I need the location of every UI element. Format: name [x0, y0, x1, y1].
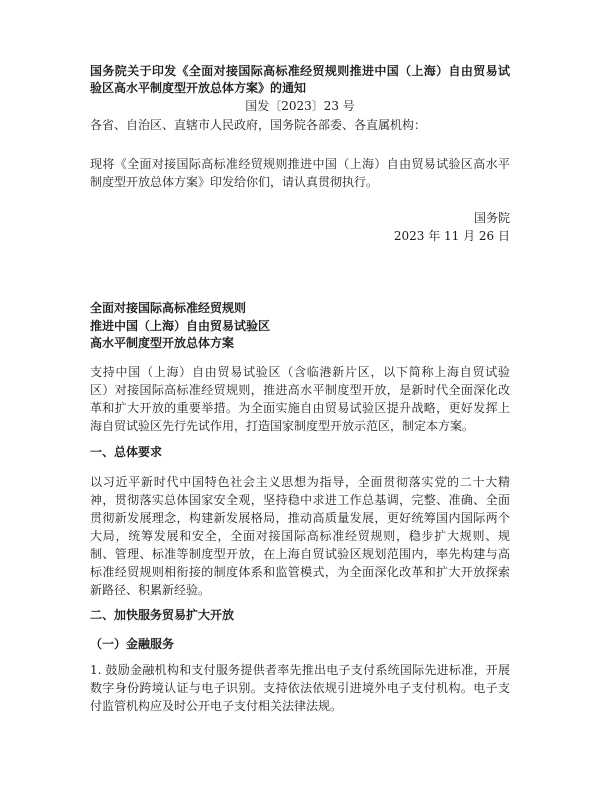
paragraph-line: 制、管理、标准等制度型开放，在上海自贸试验区规划范围内，率先构建与高 — [90, 547, 510, 561]
plan-title-line: 全面对接国际高标准经贸规则 — [90, 301, 247, 315]
notice-body — [90, 155, 510, 191]
paragraph-line: 新路径、积累新经验。 — [90, 583, 211, 597]
section-heading-text: 二、加快服务贸易扩大开放 — [90, 608, 235, 622]
subsection-heading-text: （一）金融服务 — [90, 637, 175, 651]
notice-body-line: 制度型开放总体方案》印发给你们，请认真贯彻执行。 — [90, 175, 379, 189]
notice-title — [90, 63, 510, 97]
plan-title — [90, 300, 510, 353]
subsection-heading — [90, 635, 510, 653]
paragraph-line: 支持中国（上海）自由贸易试验区（含临港新片区，以下简称上海自贸试验 — [90, 365, 510, 379]
plan-title-line: 推进中国（上海）自由贸易试验区 — [90, 318, 271, 333]
paragraph-line: 海自贸试验区先行先试作用，打造国家制度型开放示范区，制定本方案。 — [90, 419, 475, 433]
paragraph-line: 革和扩大开放的重要举措。为全面实施自由贸易试验区提升战略，更好发挥上 — [90, 401, 510, 415]
notice-title-line: 国务院关于印发《全面对接国际高标准经贸规则推进中国（上海）自由贸易试 — [90, 64, 510, 78]
plan-title-line: 高水平制度型开放总体方案 — [90, 336, 235, 350]
issuer-signature: 国务院 — [473, 211, 510, 225]
issue-date: 2023 年 11 月 26 日 — [393, 229, 510, 243]
notice-title-line: 验区高水平制度型开放总体方案》的通知 — [90, 81, 307, 95]
paragraph-line: 区）对接国际高标准经贸规则，推进高水平制度型开放，是新时代全面深化改 — [90, 383, 510, 397]
paragraph-line: 付监管机构应及时公开电子支付相关法律法规。 — [90, 699, 343, 713]
paragraph-line: 标准经贸规则相衔接的制度体系和监管模式，为全面深化改革和扩大开放探索 — [90, 565, 510, 579]
section-1-paragraph — [90, 473, 510, 599]
paragraph-line: 以习近平新时代中国特色社会主义思想为指导，全面贯彻落实党的二十大精 — [90, 475, 510, 489]
paragraph-line: 1. 鼓励金融机构和支付服务提供者率先推出电子支付系统国际先进标准，开展 — [90, 663, 510, 677]
item-1-paragraph — [90, 661, 510, 715]
paragraph-line: 神，贯彻落实总体国家安全观，坚持稳中求进工作总基调，完整、准确、全面 — [90, 493, 510, 507]
section-heading — [90, 443, 510, 461]
notice-body-line: 现将《全面对接国际高标准经贸规则推进中国（上海）自由贸易试验区高水平 — [90, 157, 510, 171]
addressee — [90, 116, 510, 134]
section-heading-text: 一、总体要求 — [90, 445, 163, 459]
paragraph-line: 大局，统筹发展和安全，全面对接国际高标准经贸规则，稳步扩大规则、规 — [90, 529, 510, 543]
document-number: 国发〔2023〕23 号 — [245, 99, 355, 113]
paragraph-line: 数字身份跨境认证与电子识别。支持依法依规引进境外电子支付机构。电子支 — [90, 681, 510, 695]
section-heading — [90, 606, 510, 624]
addressee-line: 各省、自治区、直辖市人民政府，国务院各部委、各直属机构： — [90, 118, 427, 132]
paragraph-line: 贯彻新发展理念，构建新发展格局，推动高质量发展，更好统筹国内国际两个 — [90, 511, 510, 525]
plan-intro-paragraph — [90, 363, 510, 435]
